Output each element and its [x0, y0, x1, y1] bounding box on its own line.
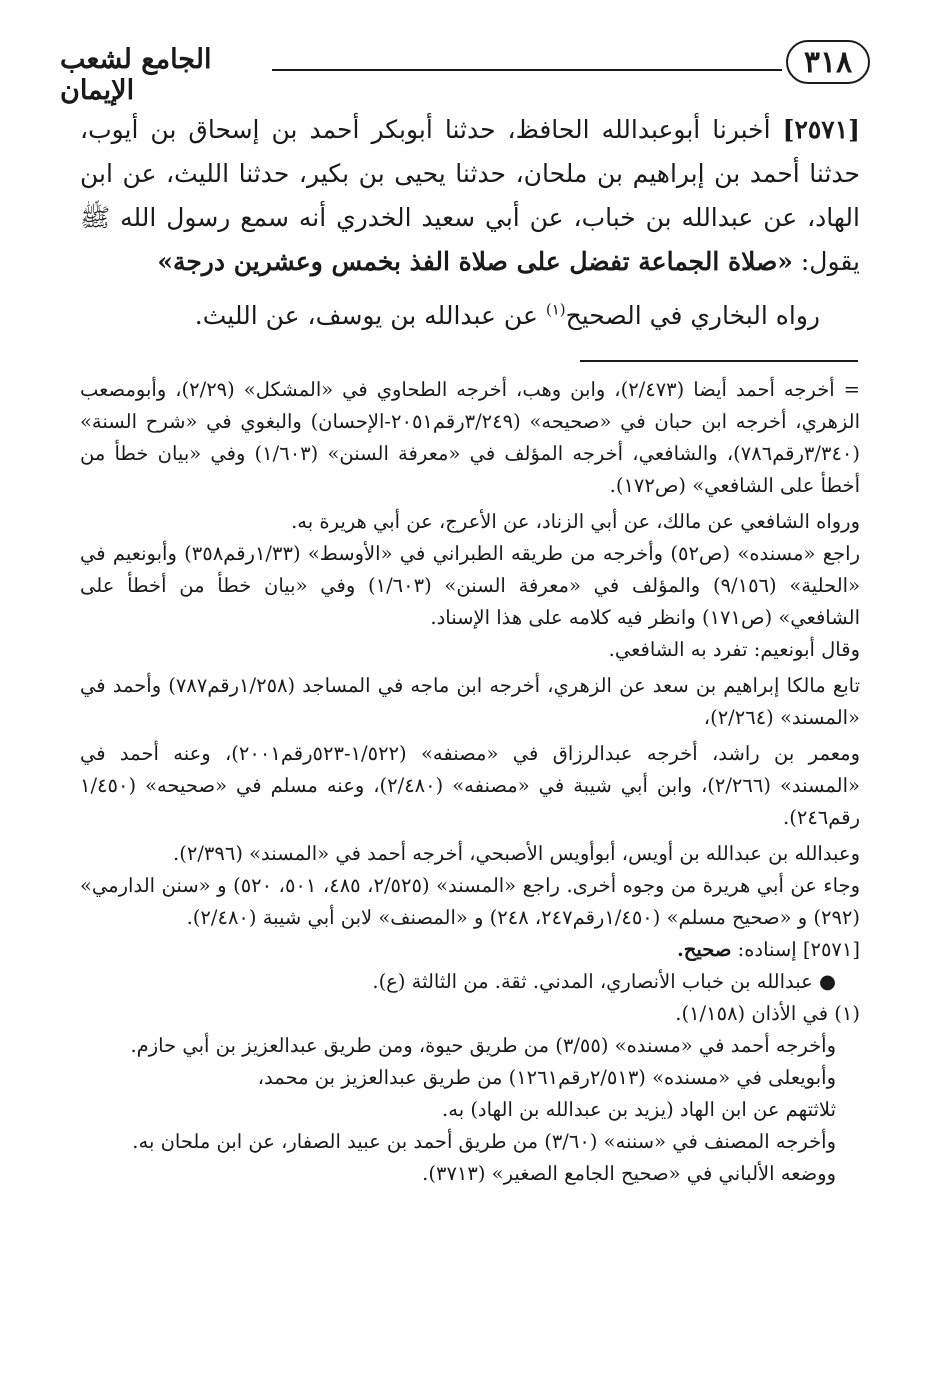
hadith-isnad: أخبرنا أبوعبدالله الحافظ، حدثنا أبوبكر أحمد بن إسحاق بن أيوب، حدثنا أحمد بن إبراهيم بن ملحان، حدثنا يحيى بن بكير، حدثنا الليث، عن ابن الهاد، عن عبدالله بن خباب، عن أبي سعيد الخدري أنه سمع رسول الله ﷺ يقول: — [80, 115, 860, 276]
footnotes — [80, 374, 860, 1190]
isnad-grade-value: صحيح. — [677, 938, 732, 961]
hadith-matn: «صلاة الجماعة تفضل على صلاة الفذ بخمس وعشرين درجة» — [157, 247, 793, 276]
footnote-paragraph: وأخرجه المصنف في «سننه» (٣/٦٠) من طريق أحمد بن عبيد الصفار، عن ابن ملحان به. — [132, 1130, 836, 1153]
isnad-grade-number: [٢٥٧١] — [802, 938, 860, 961]
narrator-note: ● عبدالله بن خباب الأنصاري، المدني. ثقة. من الثالثة (ع). — [372, 970, 836, 993]
footnote-paragraph: راجع «مسنده» (ص٥٢) وأخرجه من طريقه الطبراني في «الأوسط» (١/٣٣رقم٣٥٨) وأبونعيم في «الحلية» (٩/١٥٦) والمؤلف في «معرفة السنن» (١/٦٠٣) وفي «بيان خطأ من أخطأ على الشافعي» (ص١٧١) وانظر فيه كلامه على هذا الإسناد. — [80, 542, 861, 629]
footnote-paragraph: ووضعه الألباني في «صحيح الجامع الصغير» (٣٧١٣). — [422, 1162, 836, 1185]
footnote-1: (١) في الأذان (١/١٥٨). — [675, 1002, 860, 1025]
main-text — [80, 108, 860, 338]
footnote-paragraph: = أخرجه أحمد أيضا (٢/٤٧٣)، وابن وهب، أخرجه الطحاوي في «المشكل» (٢/٢٩)، وأبومصعب الزهري، أخرجه ابن حبان في «صحيحه» (٣/٢٤٩رقم٢٠٥١-الإحسان) والبغوي في «شرح السنة» (٣/٣٤٠رقم٧٨٦)، والشافعي، أخرجه المؤلف في «معرفة السنن» (١/٦٠٣) وفي «بيان خطأ من أخطأ على الشافعي» (ص١٧٢). — [80, 378, 860, 497]
footnote-paragraph: وقال أبونعيم: تفرد به الشافعي. — [608, 638, 860, 661]
footnote-paragraph: وجاء عن أبي هريرة من وجوه أخرى. راجع «المسند» (٢/٥٢٥، ٤٨٥، ٥٠١، ٥٢٠) و «سنن الدارمي» (٢٩٢) و «صحيح مسلم» (١/٤٥٠رقم٢٤٧، ٢٤٨) و «المصنف» لابن أبي شيبة (٢/٤٨٠). — [80, 874, 860, 929]
page-header — [60, 40, 870, 106]
riwaya-text-end: عن عبدالله بن يوسف، عن الليث. — [194, 301, 546, 330]
footnote-ref: (١) — [545, 300, 566, 319]
hadith-number: [٢٥٧١] — [782, 115, 860, 144]
footnote-divider — [580, 360, 858, 362]
footnote-paragraph: ومعمر بن راشد، أخرجه عبدالرزاق في «مصنفه» (١/٥٢٢-٥٢٣رقم٢٠٠١)، وعنه أحمد في «المسند» (٢/٢٦٦)، وابن أبي شيبة في «مصنفه» (٢/٤٨٠)، وعنه مسلم في «صحيحه» (١/٤٥٠ رقم٢٤٦). — [80, 742, 860, 829]
header-rule — [272, 69, 782, 71]
footnote-paragraph: ثلاثتهم عن ابن الهاد (يزيد بن عبدالله بن الهاد) به. — [442, 1098, 836, 1121]
isnad-grade — [80, 934, 860, 966]
footnote-paragraph: وأبويعلى في «مسنده» (٢/٥١٣رقم١٢٦١) من طريق عبدالعزيز بن محمد، — [257, 1066, 836, 1089]
riwaya-line — [80, 294, 860, 338]
page-number: ٣١٨ — [786, 40, 870, 84]
riwaya-text: رواه البخاري في الصحيح — [565, 301, 820, 330]
isnad-grade-label: إسناده: — [731, 938, 803, 961]
footnote-paragraph: ورواه الشافعي عن مالك، عن أبي الزناد، عن الأعرج، عن أبي هريرة به. — [291, 510, 860, 533]
footnote-paragraph: وأخرجه أحمد في «مسنده» (٣/٥٥) من طريق حيوة، ومن طريق عبدالعزيز بن أبي حازم. — [130, 1034, 836, 1057]
book-title: الجامع لشعب الإيمان — [60, 44, 212, 106]
hadith-paragraph — [80, 108, 860, 284]
footnote-paragraph: وعبدالله بن عبدالله بن أويس، أبوأويس الأصبحي، أخرجه أحمد في «المسند» (٢/٣٩٦). — [173, 842, 860, 865]
footnote-paragraph: تابع مالكا إبراهيم بن سعد عن الزهري، أخرجه ابن ماجه في المساجد (١/٢٥٨رقم٧٨٧) وأحمد في «المسند» (٢/٢٦٤)، — [80, 674, 860, 729]
